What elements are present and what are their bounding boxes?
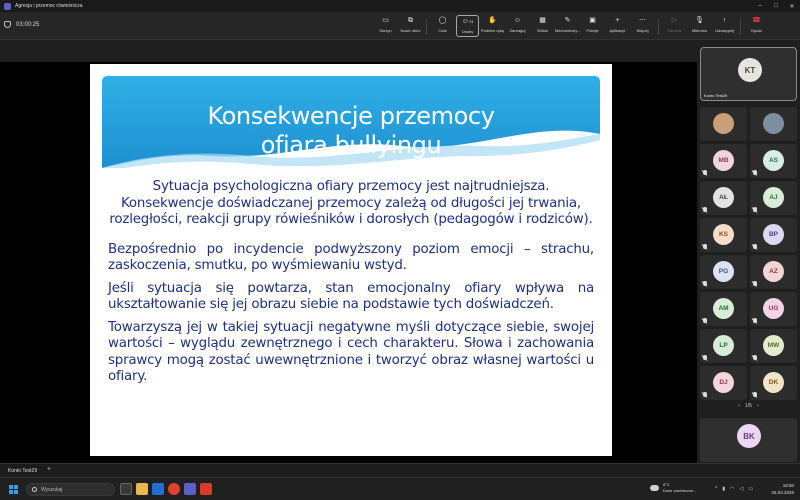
mail-icon[interactable] [152,483,164,495]
self-name-label: Konto Test29 [704,93,728,98]
avatar: DK [763,372,784,393]
muted-microphone-icon [753,355,757,360]
participant-tile[interactable] [750,255,797,289]
muted-microphone-icon [753,392,757,397]
weather-widget[interactable] [650,482,696,494]
avatar: BP [763,224,784,245]
search-icon [32,487,37,492]
slide-title [102,102,600,160]
skrzyn-button[interactable]: ▭ Skrzyn [379,17,392,33]
weather-temp: 8°C [663,482,670,487]
chat-button[interactable]: ◯ Czat [438,17,447,33]
clock-date: 26.03.2026 [771,490,794,495]
participant-photo [713,113,734,134]
new-window-button[interactable]: ⧉ Nowe okno [400,17,421,33]
cloud-icon [650,485,659,491]
microphone-icon[interactable]: ▮ [722,486,726,492]
rooms-icon: ▣ [589,17,596,24]
taskbar-clock[interactable] [764,482,794,496]
participant-tile[interactable] [700,255,747,289]
weather-desc: Duże zachmurze... [663,488,697,493]
muted-microphone-icon [703,207,707,212]
muted-microphone-icon [703,281,707,286]
teams-icon[interactable] [184,483,196,495]
participants-panel [697,40,800,463]
window-title-bar [0,0,800,12]
slide-lead-paragraph: Sytuacja psychologiczna ofiary przemocy jest najtrudniejsza. Konsekwencje doświadczanej przemocy zależą od długości jej trwania, rozległości, reakcji grupy rówieśników i dorosłych (pedagogów i rodziców). [109,179,593,227]
participant-pager [697,403,800,409]
task-view-icon[interactable] [120,483,132,495]
participant-tile[interactable] [700,107,747,141]
browser-icon[interactable] [168,483,180,495]
leave-icon: ☎ [752,17,761,24]
windows-taskbar [0,477,800,500]
maximize-icon[interactable]: □ [774,3,778,9]
participant-tile[interactable] [750,218,797,252]
toolbar-divider [658,19,659,35]
avatar: KT [738,58,762,82]
participant-tile[interactable] [750,292,797,326]
avatar: AŁ [713,187,734,208]
people-button[interactable]: ☺ 74 Osoby [456,15,479,37]
wifi-icon[interactable]: ◠ [730,486,735,492]
muted-microphone-icon [703,355,707,360]
participant-tile[interactable] [700,144,747,178]
participant-tile[interactable] [700,218,747,252]
tools-icon: ✎ [564,17,571,24]
raise-hand-icon: ✋ [488,17,497,24]
chevron-right-icon[interactable]: › [756,403,759,409]
volume-icon[interactable]: ◁ [739,486,744,492]
self-video-tile[interactable] [700,47,797,101]
meeting-bottom-bar [0,463,800,477]
avatar: AS [763,150,784,171]
slide-paragraph: Jeśli sytuacja się powtarza, stan emocjonalny ofiary wpływa na ukształtowanie się jej obrazu siebie na podstawie tych doświadczeń. [108,280,594,312]
apps-icon: + [615,17,620,24]
microphone-off-icon: 🎙 [695,17,704,24]
participant-tile[interactable] [700,366,747,400]
toolbar-buttons [373,15,769,37]
people-count-badge: 74 [468,19,474,24]
participant-tile[interactable] [700,292,747,326]
muted-microphone-icon [753,207,757,212]
apps-button[interactable]: + Aplikacje [609,17,626,33]
view-icon: ▦ [539,17,546,24]
shield-icon [4,21,11,28]
avatar: BK [737,424,761,448]
avatar: PG [713,261,734,282]
muted-microphone-icon [703,392,707,397]
toolbar-divider [740,19,741,35]
battery-icon[interactable]: ▭ [748,486,754,492]
teams-app-icon [4,3,11,10]
camera-off-icon: ▷ [671,17,678,24]
presentation-slide [90,64,612,456]
account-tab[interactable]: Konto Test29 [8,468,38,474]
slide-paragraph: Bezpośrednio po incydencie podwyższony poziom emocji – strachu, zaskoczenia, smutku, po wyśmiewaniu wstyd. [108,241,594,273]
slide-title-line-1: Konsekwencje przemocy [207,102,495,130]
clock-time: 18:50 [782,483,794,488]
chat-bubble-icon: ◯ [438,17,447,24]
participant-tile[interactable] [700,181,747,215]
participant-tile[interactable] [750,181,797,215]
muted-microphone-icon [703,318,707,323]
pager-label: 1/5 [745,403,752,409]
avatar: AJ [763,187,784,208]
avatar: MB [713,150,734,171]
featured-participant-tile[interactable] [700,418,797,462]
people-icon: ☺ 74 [461,18,474,25]
raise-hand-button[interactable]: ✋ Podnieś rękę [480,17,505,33]
microphone-button[interactable]: 🎙 Mikrofon [691,17,708,33]
meeting-toolbar [0,12,800,40]
tools-button[interactable]: ✎ Mechanizmy... [554,17,581,33]
window-controls [752,0,800,12]
avatar: MW [763,335,784,356]
slide-title-banner [102,76,600,168]
participant-photo [763,113,784,134]
avatar: DJ [713,372,734,393]
slide-paragraph: Towarzyszą jej w takiej sytuacji negatywne myśli dotyczące siebie, swojej wartości – wyglądu zewnętrznego i cech charakteru. Słowa i zachowania sprawcy mogą zostać uwewnętrznione i tworzyć obraz własnej wartości u ofiary. [108,319,594,384]
taskbar-search[interactable] [26,483,115,496]
muted-microphone-icon [753,170,757,175]
system-tray [715,486,753,492]
close-icon[interactable]: ✕ [789,3,795,10]
slide-title-line-2: ofiara bullyingu [260,131,442,159]
slide-body [108,179,594,386]
search-placeholder: Wyszukaj [41,486,63,493]
toolbar-divider [426,19,427,35]
muted-microphone-icon [753,244,757,249]
leave-button[interactable]: ☎ Opuść [750,17,763,33]
muted-microphone-icon [703,170,707,175]
avatar: AZ [763,261,784,282]
more-icon: ⋯ [639,17,646,24]
shared-content-stage [0,62,697,463]
pinned-apps [120,483,212,495]
participant-tile[interactable] [750,329,797,363]
participant-tile[interactable] [700,329,747,363]
chevron-up-icon[interactable]: ^ [715,486,718,492]
avatar: LP [713,335,734,356]
avatar: AM [713,298,734,319]
participant-tile[interactable] [750,366,797,400]
participant-grid [700,107,797,400]
chat-icon: ▭ [382,17,389,24]
react-button[interactable]: ☺ Zareaguj [509,17,526,33]
muted-microphone-icon [753,318,757,323]
muted-microphone-icon [753,281,757,286]
view-button[interactable]: ▦ Widok [536,17,549,33]
share-icon: ↑ [722,17,727,24]
more-button[interactable]: ⋯ Więcej [636,17,649,33]
timer-text: 03:00:25 [16,21,40,28]
react-icon: ☺ [513,17,522,24]
windows-start-icon[interactable] [9,485,18,494]
camera-button[interactable]: ▷ Kamera [667,17,682,33]
new-window-icon: ⧉ [408,17,413,24]
share-button[interactable]: ↑ Udostępnij [715,17,734,33]
avatar: KS [713,224,734,245]
minimize-icon[interactable]: – [758,3,762,9]
rooms-button[interactable]: ▣ Pokoje [586,17,599,33]
chevron-left-icon[interactable]: ‹ [738,403,741,409]
file-explorer-icon[interactable] [136,483,148,495]
participant-tile[interactable] [750,107,797,141]
pdf-reader-icon[interactable] [200,483,212,495]
avatar: UG [763,298,784,319]
muted-microphone-icon [703,244,707,249]
add-tab-icon[interactable]: + [47,466,52,473]
window-title: Agresja i przemoc rówieśnicza [15,3,83,9]
participant-tile[interactable] [750,144,797,178]
meeting-timer [4,21,39,28]
